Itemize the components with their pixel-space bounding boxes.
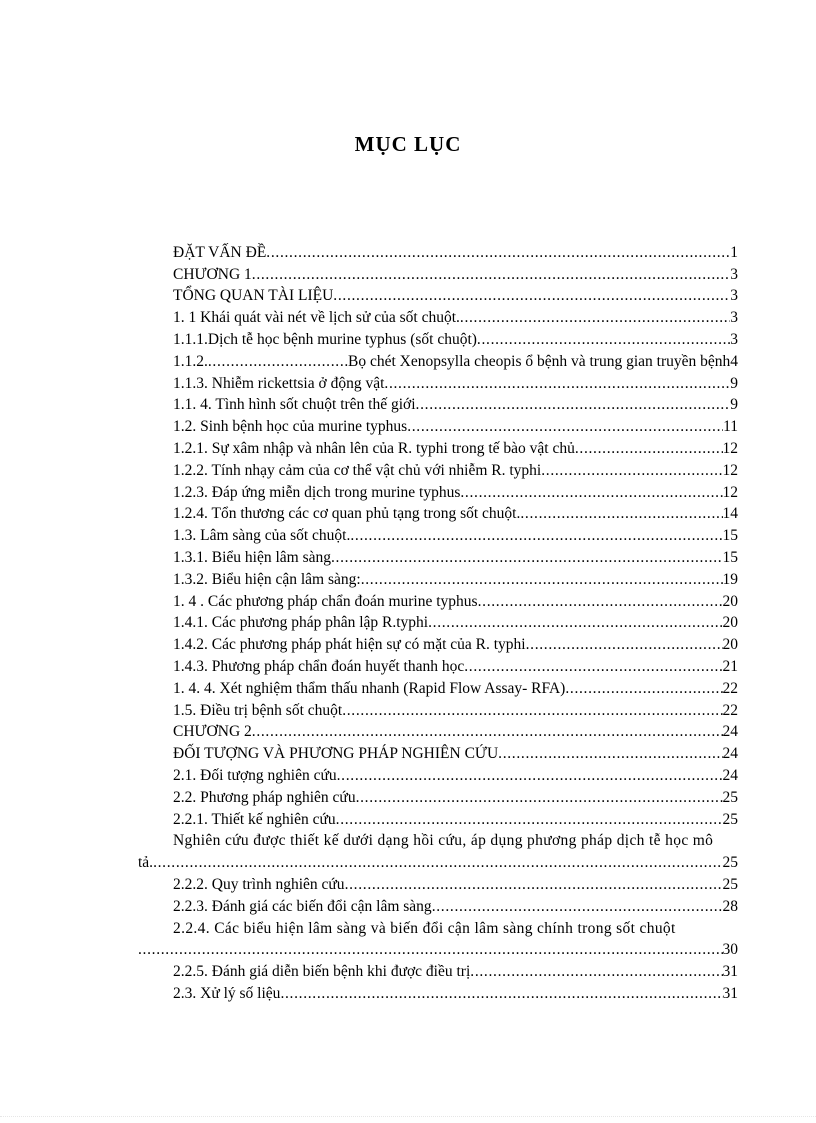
toc-dot-leader [345,876,723,894]
toc-entry-title: ĐẶT VẤN ĐỀ [173,243,267,261]
toc-entry-page: 21 [722,657,738,675]
toc-dot-leader [470,963,722,981]
toc-dot-leader [416,396,731,414]
toc-entry[interactable] [138,349,738,371]
toc-entry-title: 2.2. Phương pháp nghiên cứu [173,788,356,806]
toc-entry[interactable] [138,894,738,916]
toc-entry[interactable] [138,393,738,415]
toc-entry-page: 9 [730,374,738,392]
toc-dot-leader [428,614,722,632]
toc-entry[interactable] [138,284,738,306]
toc-dot-leader [407,418,723,436]
toc-entry-page: 24 [722,723,738,741]
toc-dot-leader [541,462,722,480]
toc-entry-page: 3 [730,309,738,327]
toc-entry[interactable] [138,436,738,458]
toc-dot-leader [266,244,730,262]
toc-entry-page: 1 [730,243,738,261]
toc-entry-title: 1.2. Sinh bệnh học của murine typhus [173,418,408,436]
toc-entry-page: 4 [730,352,738,370]
toc-entry-page: 15 [722,527,738,545]
toc-entry-title: 2.2.2. Quy trình nghiên cứu [173,875,345,893]
toc-entry[interactable] [138,523,738,545]
toc-entry-title: Nghiên cứu được thiết kế dưới dạng hồi cứu, áp dụng phương pháp dịch tễ học mô [173,832,714,850]
toc-dot-leader [498,745,722,763]
toc-entry-title: 1.2.1. Sự xâm nhập và nhân lên của R. typhi trong tế bào vật chủ [173,439,575,457]
toc-dot-leader [138,941,723,959]
toc-dot-leader [565,680,722,698]
toc-entry[interactable] [138,763,738,785]
toc-entry[interactable] [138,785,738,807]
toc-entry-title: 1.1.1.Dịch tễ học bệnh murine typhus (sốt chuột) [173,330,477,348]
page-bottom-divider [0,1116,816,1117]
toc-dot-leader [280,985,722,1003]
toc-entry[interactable] [138,589,738,611]
toc-entry-title: 1.1.3. Nhiễm rickettsia ở động vật [173,374,385,392]
toc-entry[interactable] [138,480,738,502]
toc-entry[interactable] [138,567,738,589]
toc-entry[interactable] [138,872,738,894]
toc-entry-page: 9 [730,396,738,414]
toc-entry-page: 15 [722,548,738,566]
toc-entry-title: ĐỐI TƯỢNG VÀ PHƯƠNG PHÁP NGHIÊN CỨU [173,745,499,763]
toc-entry[interactable] [138,698,738,720]
toc-dot-leader [520,505,722,523]
toc-entry-page: 19 [722,570,738,588]
toc-entry-page: 25 [722,810,738,828]
toc-entry-line2[interactable] [138,938,738,960]
toc-entry-title: 1.5. Điều trị bệnh sốt chuột [173,701,343,719]
toc-entry-page: 28 [722,897,738,915]
toc-entry-title: 1.2.2. Tính nhạy cảm của cơ thể vật chủ với nhiễm R. typhi [173,461,542,479]
toc-entry-title: 2.2.3. Đánh giá các biến đổi cận lâm sàng [173,897,432,915]
toc-entry-title-continued: Bọ chét Xenopsylla cheopis ổ bệnh và trung gian truyền bệnh [348,352,731,370]
toc-dot-leader [361,571,723,589]
toc-entry[interactable] [138,720,738,742]
toc-dot-leader [526,636,723,654]
toc-entry[interactable] [138,676,738,698]
toc-entry-page: 22 [722,701,738,719]
toc-dot-leader [252,266,730,284]
toc-entry[interactable] [138,371,738,393]
toc-entry-title: 1.4.1. Các phương pháp phân lập R.typhi [173,614,429,632]
toc-entry-title: 1. 1 Khái quát vài nét về lịch sử của sốt chuột. [173,309,460,327]
toc-entry-page: 22 [722,679,738,697]
toc-dot-leader [384,375,730,393]
toc-dot-leader [336,811,723,829]
toc-entry[interactable] [138,458,738,480]
toc-entry[interactable] [138,262,738,284]
toc-dot-leader [460,309,730,327]
toc-entry-title: CHƯƠNG 2 [173,723,252,741]
toc-dot-leader [333,287,730,305]
toc-entry[interactable] [138,611,738,633]
toc-entry-title: 1.4.3. Phương pháp chẩn đoán huyết thanh học [173,657,465,675]
toc-entry-line2[interactable] [138,850,738,872]
toc-dot-leader [460,484,722,502]
toc-entry-page: 25 [722,875,738,893]
toc-dot-leader [477,331,730,349]
toc-entry-title: 1.1.2. [173,352,208,370]
toc-entry-title: 1.3. Lâm sàng của sốt chuột. [173,527,351,545]
toc-entry[interactable] [138,327,738,349]
toc-entry[interactable] [138,305,738,327]
toc-dot-leader [356,789,723,807]
toc-entry-page: 31 [722,984,738,1002]
toc-dot-leader [337,767,723,785]
toc-entry-title: 2.2.4. Các biểu hiện lâm sàng và biến đổi cận lâm sàng chính trong sốt chuột [173,919,676,937]
toc-dot-leader [464,658,722,676]
toc-dot-leader [208,353,348,371]
toc-entry-line1[interactable] [138,829,738,851]
toc-entry-title: 2.3. Xử lý số liệu [173,984,281,1002]
toc-dot-leader [331,549,723,567]
toc-entry-line1[interactable] [138,916,738,938]
toc-entry-page: 3 [730,330,738,348]
toc-entry-title: 1.3.2. Biểu hiện cận lâm sàng: [173,570,361,588]
toc-entry-title: 1.2.4. Tổn thương các cơ quan phủ tạng trong sốt chuột. [173,505,521,523]
toc-dot-leader [478,593,723,611]
toc-entry[interactable] [138,502,738,524]
toc-entry-page: 31 [722,963,738,981]
toc-entry[interactable] [138,545,738,567]
toc-entry[interactable] [138,632,738,654]
toc-entry-title: 1.3.1. Biểu hiện lâm sàng [173,548,331,566]
toc-entry[interactable] [138,807,738,829]
toc-entry[interactable] [138,414,738,436]
toc-entry-page: 30 [722,941,738,959]
toc-entry-page: 20 [722,614,738,632]
toc-entry-page: 3 [730,265,738,283]
toc-entry-page: 12 [722,483,738,501]
toc-entry-title: TỔNG QUAN TÀI LIỆU [173,287,334,305]
toc-entry-title: 2.2.5. Đánh giá diễn biến bệnh khi được điều trị [173,963,471,981]
toc-dot-leader [153,854,722,872]
toc-entry-title: 1.2.3. Đáp ứng miễn dịch trong murine typhus [173,483,461,501]
toc-dot-leader [342,702,722,720]
toc-entry-title: 1. 4. 4. Xét nghiệm thẩm thấu nhanh (Rapid Flow Assay- RFA) [173,679,566,697]
toc-entry-page: 24 [722,745,738,763]
table-of-contents [138,240,738,1003]
toc-entry-page: 12 [722,461,738,479]
toc-entry-page: 11 [723,418,738,436]
toc-entry-title: 2.1. Đối tượng nghiên cứu [173,766,337,784]
toc-entry-page: 20 [722,592,738,610]
toc-dot-leader [432,898,723,916]
toc-entry-page: 20 [722,636,738,654]
toc-entry-title-continued: tả. [138,854,154,872]
toc-entry-title: 2.2.1. Thiết kế nghiên cứu [173,810,336,828]
toc-dot-leader [575,440,723,458]
toc-entry-title: 1. 4 . Các phương pháp chẩn đoán murine typhus [173,592,478,610]
toc-entry[interactable] [138,959,738,981]
toc-entry-page: 24 [722,766,738,784]
toc-dot-leader [350,527,722,545]
toc-entry-page: 14 [722,505,738,523]
toc-entry-page: 12 [722,439,738,457]
toc-entry-title: CHƯƠNG 1 [173,265,252,283]
toc-entry-page: 3 [730,287,738,305]
toc-entry[interactable] [138,741,738,763]
toc-entry-page: 25 [722,788,738,806]
toc-entry[interactable] [138,240,738,262]
toc-dot-leader [252,723,723,741]
toc-entry-title: 1.4.2. Các phương pháp phát hiện sự có mặt của R. typhi [173,636,526,654]
toc-entry[interactable] [138,981,738,1003]
toc-entry[interactable] [138,654,738,676]
toc-entry-page: 25 [722,854,738,872]
toc-entry-title: 1.1. 4. Tình hình sốt chuột trên thế giới [173,396,416,414]
page-title: MỤC LỤC [354,132,462,156]
